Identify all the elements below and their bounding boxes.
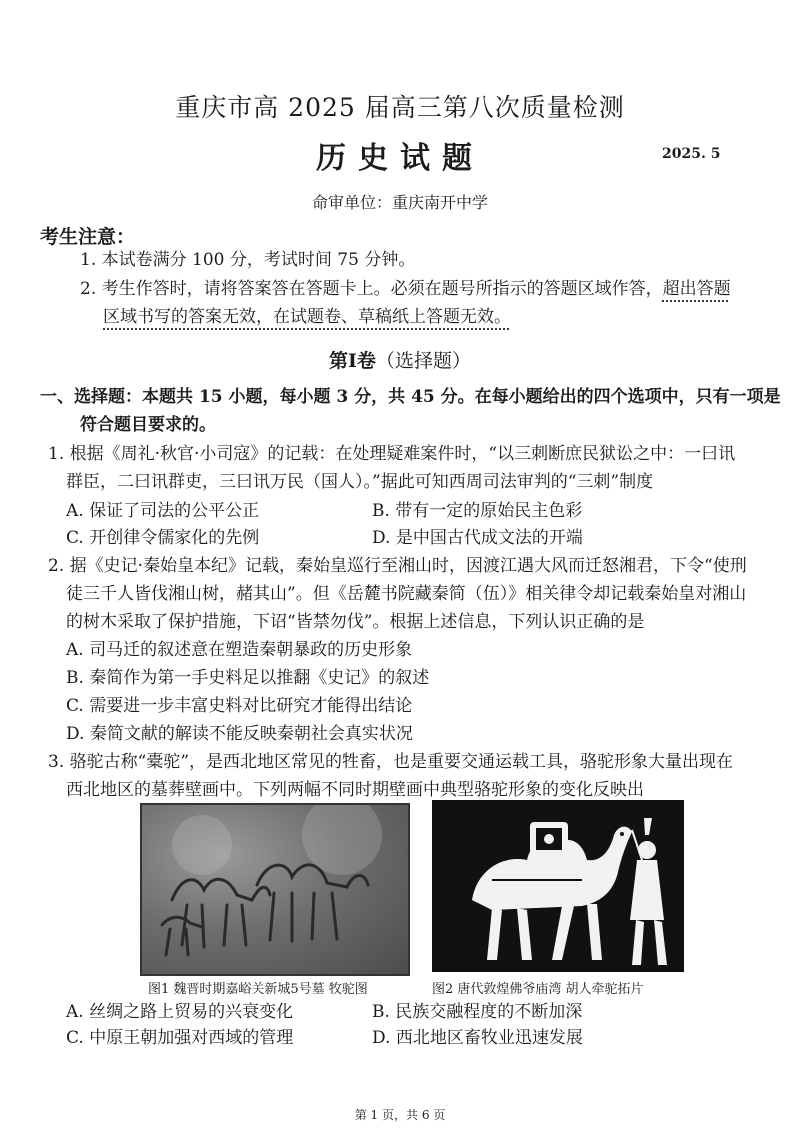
q3-option-d: D. 西北地区畜牧业迅速发展 xyxy=(372,1028,583,1048)
camel-rubbing-illustration xyxy=(432,800,684,972)
notice-item-2-line-2: 区域书写的答案无效，在试题卷、草稿纸上答题无效。 xyxy=(103,307,511,327)
q2-stem-line-3: 的树木采取了保护措施，下诏“皆禁勿伐”。根据上述信息，下列认识正确的是 xyxy=(66,612,645,632)
notice-item-1: 1. 本试卷满分 100 分，考试时间 75 分钟。 xyxy=(80,250,416,270)
section-heading-rest: （选择题） xyxy=(375,350,471,372)
q1-option-c: C. 开创律令儒家化的先例 xyxy=(66,528,260,548)
q1-option-d: D. 是中国古代成文法的开端 xyxy=(372,528,583,548)
q1-stem-line-2: 群臣，二曰讯群吏，三曰讯万民（国人）。”据此可知西周司法审判的“三刺”制度 xyxy=(66,472,654,492)
q3-stem-line-1: 3. 骆驼古称“橐驼”，是西北地区常见的牲畜，也是重要交通运载工具，骆驼形象大量出现在 xyxy=(48,752,734,772)
figure-2-rubbing xyxy=(432,800,684,972)
q3-option-c: C. 中原王朝加强对西域的管理 xyxy=(66,1028,294,1048)
page-number: 第 1 页，共 6 页 xyxy=(354,1108,446,1122)
exam-title: 重庆市高 2025 届高三第八次质量检测 xyxy=(175,93,625,122)
q2-option-c: C. 需要进一步丰富史料对比研究才能得出结论 xyxy=(66,696,413,716)
section-heading-bold: 第Ⅰ卷 xyxy=(329,350,376,372)
q1-option-a: A. 保证了司法的公平公正 xyxy=(66,501,260,521)
q2-option-a: A. 司马迁的叙述意在塑造秦朝暴政的历史形象 xyxy=(66,640,413,660)
q1-option-b: B. 带有一定的原始民主色彩 xyxy=(372,501,583,521)
figure-1-caption: 图1 魏晋时期嘉峪关新城5号墓 牧驼图 xyxy=(148,982,368,997)
exam-date: 2025. 5 xyxy=(662,146,721,162)
q3-stem-line-2: 西北地区的墓葬壁画中。下列两幅不同时期壁画中典型骆驼形象的变化反映出 xyxy=(66,780,644,800)
q2-stem-line-2: 徒三千人皆伐湘山树，赭其山”。但《岳麓书院藏秦简（伍）》相关律令却记载秦始皇对湘山 xyxy=(66,584,747,604)
q2-option-b: B. 秦简作为第一手史料足以推翻《史记》的叙述 xyxy=(66,668,430,688)
q3-option-b: B. 民族交融程度的不断加深 xyxy=(372,1002,583,1022)
notice-item-2-text: 2. 考生作答时，请将答案答在答题卡上。必须在题号所指示的答题区域作答， xyxy=(80,279,663,299)
figure-2-caption: 图2 唐代敦煌佛爷庙湾 胡人牵驼拓片 xyxy=(432,982,644,997)
q3-option-a: A. 丝绸之路上贸易的兴衰变化 xyxy=(66,1002,294,1022)
q1-stem-line-1: 1. 根据《周礼·秋官·小司寇》的记载：在处理疑难案件时，“以三刺断庶民狱讼之中：一曰讯 xyxy=(48,444,736,464)
notice-item-2-emphasis: 超出答题 xyxy=(662,279,731,299)
figure-1-mural xyxy=(140,803,410,976)
subject-title: 历史试题 xyxy=(316,141,484,176)
section-instruction-line-2: 符合题目要求的。 xyxy=(80,415,216,435)
compiling-unit: 命审单位：重庆南开中学 xyxy=(311,193,488,212)
section-heading xyxy=(0,346,800,373)
camel-mural-illustration xyxy=(142,805,408,974)
q2-option-d: D. 秦简文献的解读不能反映秦朝社会真实状况 xyxy=(66,724,413,744)
section-instruction-line-1: 一、选择题：本题共 15 小题，每小题 3 分，共 45 分。在每小题给出的四个选项中，只有一项是 xyxy=(40,387,781,407)
q2-stem-line-1: 2. 据《史记·秦始皇本纪》记载，秦始皇巡行至湘山时，因渡江遇大风而迁怒湘君，下令“使刑 xyxy=(48,556,747,576)
notice-item-2-line-1 xyxy=(80,275,731,303)
notice-heading: 考生注意： xyxy=(40,226,136,248)
